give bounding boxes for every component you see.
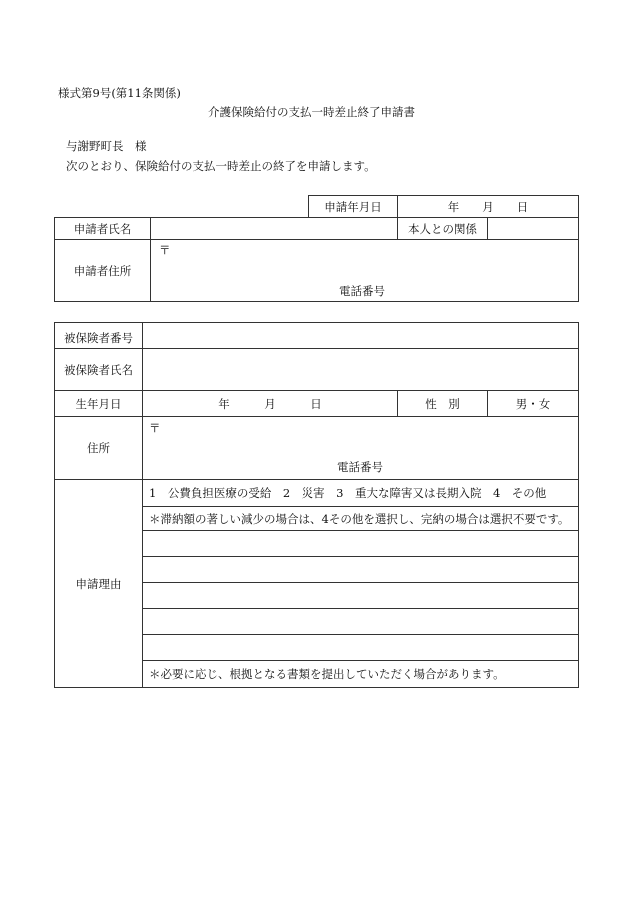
insured-address-label: 住所 xyxy=(55,417,143,480)
birth-date-label: 生年月日 xyxy=(55,391,143,417)
applicant-name-label: 申請者氏名 xyxy=(55,218,151,240)
relation-field[interactable] xyxy=(488,218,579,240)
reason-line[interactable] xyxy=(143,609,579,635)
applicant-address-label: 申請者住所 xyxy=(55,240,151,302)
reason-line[interactable] xyxy=(143,583,579,609)
document-title: 介護保険給付の支払一時差止終了申請書 xyxy=(208,105,415,119)
postal-mark: 〒 xyxy=(159,243,171,257)
blank-cell xyxy=(55,196,309,218)
insured-table xyxy=(54,322,579,688)
intro-text: 次のとおり、保険給付の支払一時差止の終了を申請します。 xyxy=(66,159,376,173)
gender-label: 性 別 xyxy=(398,391,488,417)
applicant-name-field[interactable] xyxy=(151,218,398,240)
insured-address-field[interactable] xyxy=(143,417,579,480)
reason-line[interactable] xyxy=(143,531,579,557)
reason-note: ＊滞納額の著しい減少の場合は、4その他を選択し、完納の場合は選択不要です。 xyxy=(143,507,579,531)
insured-number-label: 被保険者番号 xyxy=(55,323,143,349)
reason-line[interactable] xyxy=(143,635,579,661)
gender-field[interactable]: 男・女 xyxy=(488,391,579,417)
birth-date-field[interactable]: 年 月 日 xyxy=(143,391,398,417)
insured-number-field[interactable] xyxy=(143,323,579,349)
application-date-label: 申請年月日 xyxy=(309,196,398,218)
reason-options[interactable]: 1 公費負担医療の受給 2 災害 3 重大な障害又は長期入院 4 その他 xyxy=(143,480,579,507)
postal-mark: 〒 xyxy=(149,421,161,435)
relation-label: 本人との関係 xyxy=(398,218,488,240)
form-number: 様式第9号(第11条関係) xyxy=(58,86,181,100)
insured-name-field[interactable] xyxy=(143,349,579,391)
reason-line[interactable] xyxy=(143,557,579,583)
reason-label: 申請理由 xyxy=(55,480,143,688)
application-date-field[interactable]: 年 月 日 xyxy=(398,196,579,218)
addressee: 与謝野町長 様 xyxy=(66,139,147,153)
phone-label: 電話番号 xyxy=(337,460,383,474)
phone-label: 電話番号 xyxy=(339,284,385,298)
footer-note: ＊必要に応じ、根拠となる書類を提出していただく場合があります。 xyxy=(143,661,579,688)
applicant-address-field[interactable] xyxy=(151,240,579,302)
insured-name-label: 被保険者氏名 xyxy=(55,349,143,391)
applicant-table xyxy=(54,195,579,302)
